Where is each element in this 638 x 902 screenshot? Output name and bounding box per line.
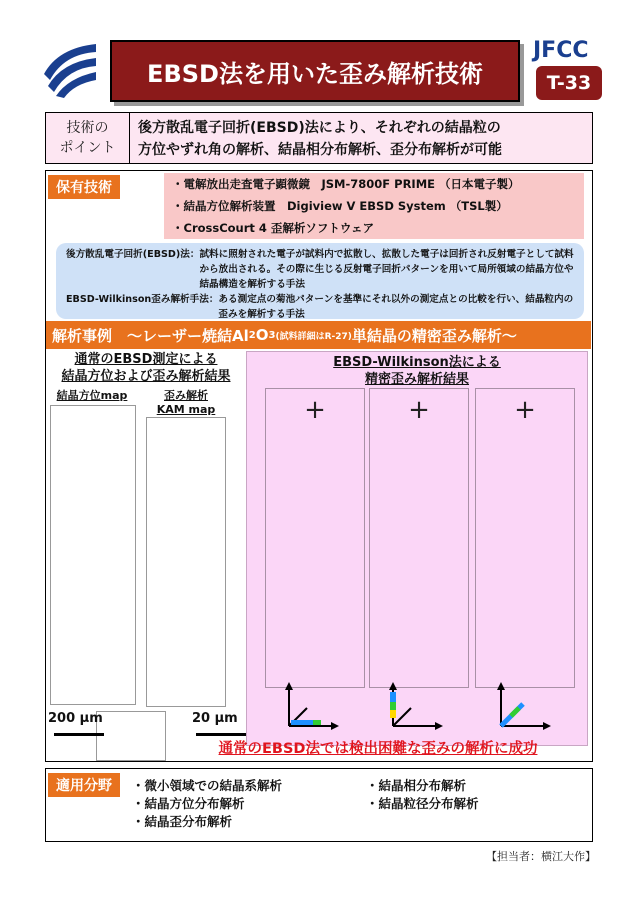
crosshair-icon: +: [304, 395, 326, 425]
left-heading-line1: 通常のEBSD測定による: [74, 352, 218, 367]
point-text-line1: 後方散乱電子回折(EBSD)法により、それぞれの結晶粒の: [138, 120, 501, 136]
scale-inset-panel: [96, 711, 166, 761]
orientation-map-label: 結晶方位map: [56, 389, 128, 402]
scale-label-200um: 200 μm: [48, 711, 103, 726]
contact-credit: 【担当者：横江大作】: [486, 850, 596, 863]
equipment-tag: 保有技術: [48, 175, 120, 199]
wilkinson-key: EBSD-Wilkinson歪み解析手法：: [66, 294, 219, 305]
success-message: 通常のEBSD法では検出困難な歪みの解析に成功: [218, 741, 538, 757]
crosshair-icon: +: [408, 395, 430, 425]
ebsd-value: 試料に照射された電子が試料内で拡散し、拡散した電子は回折され反射電子として試料から放出される。その際に生じる反射電子回折パターンを用いて局所領域の結晶方位や結晶構造を解析する手法: [199, 249, 574, 290]
scale-bar-200um: [54, 733, 104, 736]
analysis-note: (試料詳細はR-27): [275, 331, 352, 342]
wilkinson-result-area: [246, 351, 588, 746]
application-item: ・結晶粒径分布解析: [366, 796, 479, 811]
analysis-title-prefix: 解析事例 ～レーザー焼結Al: [52, 326, 249, 345]
application-item: ・結晶方位分布解析: [132, 796, 245, 811]
point-label-line1: 技術の: [66, 120, 109, 136]
ebsd-description: [66, 247, 574, 292]
wilkinson-value: ある測定点の菊池パターンを基準にそれ以外の測定点との比較を行い、結晶粒内の歪みを解析する手法: [218, 294, 574, 320]
method-description-box: [56, 243, 584, 319]
applications-tag: 適用分野: [48, 773, 120, 797]
orientation-map-panel: [50, 405, 136, 705]
technical-point-label: [46, 113, 130, 163]
application-item: ・微小領域での結晶系解析: [132, 778, 283, 793]
analysis-title-suffix: 単結晶の精密歪み解析～: [351, 326, 517, 345]
equipment-item: ・CrossCourt 4 歪解析ソフトウェア: [172, 221, 374, 235]
point-label-line2: ポイント: [59, 140, 116, 156]
right-heading: [247, 354, 587, 388]
scale-label-20um: 20 μm: [192, 711, 238, 726]
applications-left-list: [132, 777, 282, 831]
crosshair-icon: +: [514, 395, 536, 425]
scale-bar-20um: [196, 733, 246, 736]
kam-map-panel: [146, 417, 226, 707]
left-heading-line2: 結晶方位および歪み解析結果: [61, 369, 231, 384]
kam-map-label: [146, 389, 226, 417]
analysis-sub: 2: [248, 329, 256, 341]
wilkinson-panel: [369, 388, 469, 688]
right-heading-line2: 精密歪み解析結果: [364, 372, 469, 387]
application-item: ・結晶歪分布解析: [132, 814, 233, 829]
jfcc-logo-icon: [38, 40, 100, 100]
applications-right-list: [366, 777, 479, 813]
left-heading: [48, 351, 244, 385]
strain-axes-icon: [283, 682, 339, 732]
strain-axes-icon: [495, 682, 551, 732]
applications-frame: [45, 768, 593, 842]
main-content-frame: [45, 170, 593, 762]
doc-code-badge: T-33: [536, 66, 602, 100]
equipment-item: ・結晶方位解析装置 Digiview V EBSD System （TSL製）: [172, 199, 508, 213]
wilkinson-panel: [265, 388, 365, 688]
wilkinson-panel: [475, 388, 575, 688]
technical-point-box: [45, 112, 593, 164]
equipment-item: ・電解放出走査電子顕微鏡 JSM-7800F PRIME （日本電子製）: [172, 177, 520, 191]
kam-label-line2: KAM map: [156, 403, 216, 416]
equipment-list: [164, 173, 584, 239]
ebsd-key: 後方散乱電子回折(EBSD)法：: [66, 249, 200, 260]
right-heading-line1: EBSD-Wilkinson法による: [333, 355, 501, 370]
analysis-title-mid: O: [255, 326, 269, 344]
wilkinson-description: [66, 292, 574, 322]
application-item: ・結晶相分布解析: [366, 778, 467, 793]
kam-label-line1: 歪み解析: [164, 389, 208, 402]
point-text-line2: 方位やずれ角の解析、結晶相分布解析、歪分布解析が可能: [138, 142, 502, 158]
org-name: JFCC: [533, 38, 589, 63]
analysis-section-bar: [46, 321, 591, 349]
page-title: EBSD法を用いた歪み解析技術: [110, 40, 520, 102]
strain-axes-icon: [387, 682, 443, 732]
technical-point-text: [130, 113, 592, 163]
analysis-sub2: 3: [268, 329, 276, 341]
